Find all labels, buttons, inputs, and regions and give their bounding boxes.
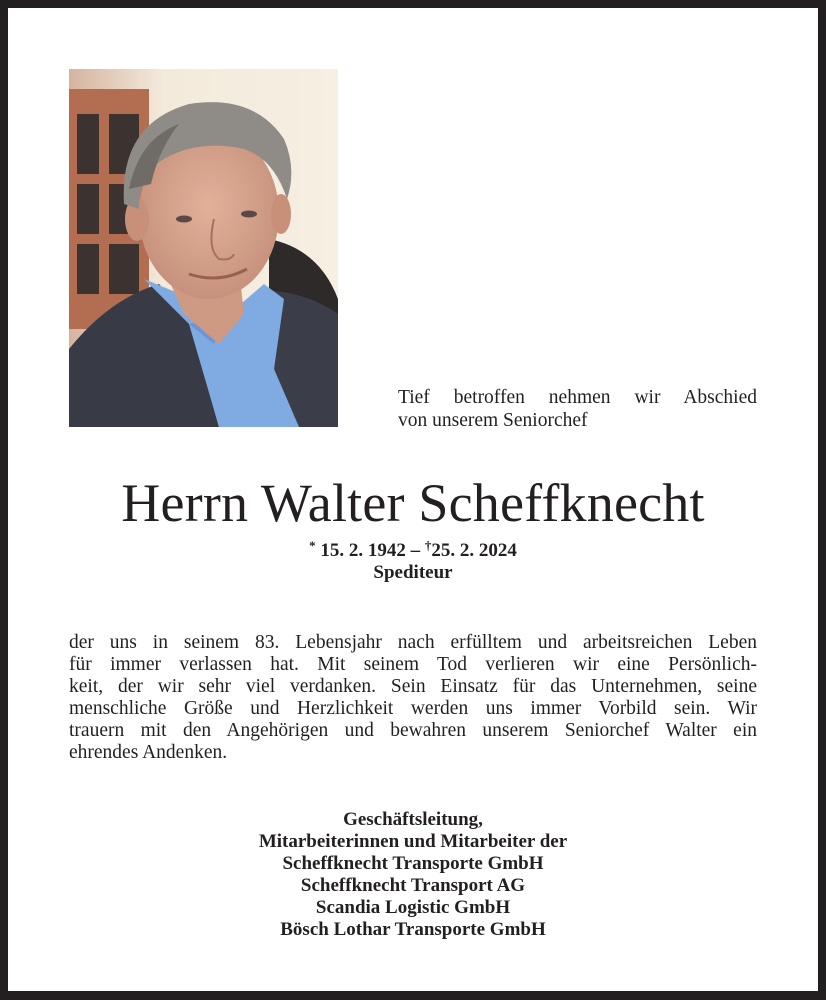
intro-line-2: von unserem Seniorchef — [398, 410, 588, 431]
intro-line-1: Tief betroffen nehmen wir Abschied — [398, 387, 757, 408]
body-line: der uns in seinem 83. Lebensjahr nach erfülltem und arbeitsreichen Leben — [69, 632, 757, 653]
body-line: trauern mit den Angehörigen und bewahren unserem Seniorchef Walter ein — [69, 720, 757, 741]
obituary-page — [8, 8, 818, 991]
signature-block — [8, 809, 818, 941]
signature-line: Scheffknecht Transporte GmbH — [282, 853, 544, 874]
obituary-body — [69, 632, 757, 764]
signature-line: Geschäftsleitung, — [343, 809, 483, 830]
body-line: menschliche Größe und Herzlichkeit werden uns immer Vorbild sein. Wir — [69, 698, 757, 719]
body-line: keit, der wir sehr viel verdanken. Sein Einsatz für das Unternehmen, seine — [69, 676, 757, 697]
signature-line: Scheffknecht Transport AG — [300, 875, 526, 896]
death-date: 25. 2. 2024 — [431, 540, 517, 561]
profession: Spediteur — [373, 562, 453, 583]
deceased-name: Herrn Walter Scheffknecht — [121, 473, 705, 533]
portrait-image — [69, 69, 338, 427]
signature-line: Scandia Logistic GmbH — [315, 897, 511, 918]
body-line: ehrendes Andenken. — [69, 742, 228, 763]
intro-text — [398, 386, 757, 432]
signature-line: Bösch Lothar Transporte GmbH — [280, 919, 546, 940]
birth-date: 15. 2. 1942 — [320, 540, 406, 561]
body-line: für immer verlassen hat. Mit seinem Tod verlieren wir eine Persönlich- — [69, 654, 757, 675]
birth-symbol: * — [309, 538, 316, 553]
date-separator: – — [410, 540, 421, 561]
portrait-photo — [69, 69, 338, 427]
signature-line: Mitarbeiterinnen und Mitarbeiter der — [258, 831, 568, 852]
death-symbol: † — [424, 538, 432, 553]
life-dates — [8, 540, 818, 562]
